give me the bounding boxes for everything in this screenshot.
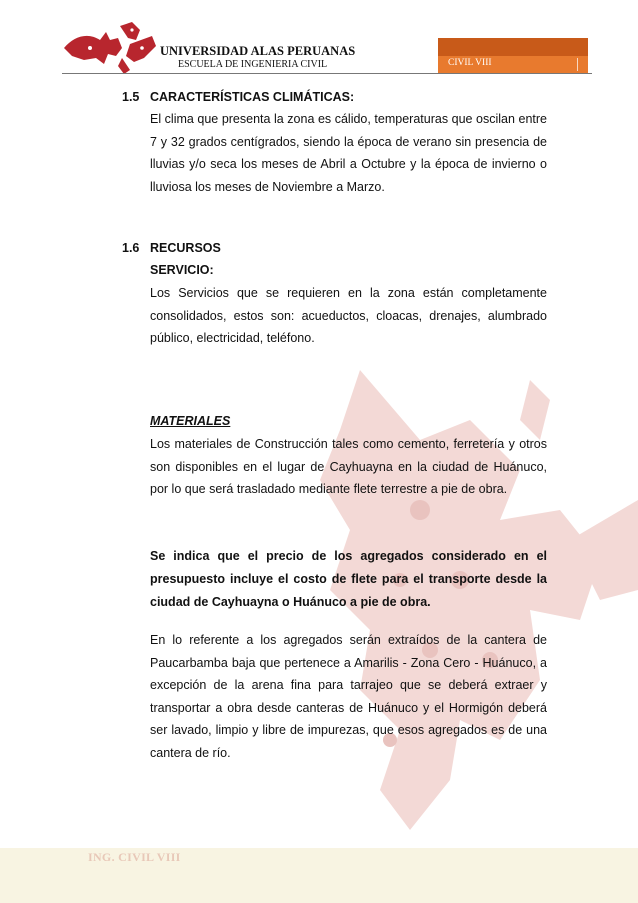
- section-title-climate: CARACTERÍSTICAS CLIMÁTICAS:: [150, 90, 355, 104]
- materiales-paragraph: Los materiales de Construcción tales como cemento, ferretería y otros son disponibles en el lugar de Cayhuayna en la ciudad de Huánuco, por lo que será trasladado mediante flete terrestre a pie de obra.: [150, 437, 547, 497]
- section-title-resources: RECURSOS: [150, 241, 221, 255]
- course-tag: CIVIL VIII: [448, 58, 492, 68]
- climate-paragraph: El clima que presenta la zona es cálido, temperaturas que oscilan entre 7 y 32 grados centígrados, siendo la época de verano sin presencia de lluvias y/o seca los meses de Abril a Octubre y la época de invierno o lluviosa los meses de Noviembre a Marzo.: [150, 112, 547, 194]
- school-name: ESCUELA DE INGENIERIA CIVIL: [178, 59, 328, 70]
- course-tag-box: [438, 56, 588, 73]
- university-bird-emblem-icon: [60, 18, 160, 76]
- section-number-1-5: 1.5: [122, 90, 140, 104]
- header-box-divider: [577, 58, 578, 71]
- footer-text: ING. CIVIL VIII: [88, 850, 181, 864]
- university-name: UNIVERSIDAD ALAS PERUANAS: [160, 44, 356, 58]
- section-number-1-6: 1.6: [122, 241, 140, 255]
- subheading-servicio: SERVICIO:: [150, 263, 214, 277]
- agregados-paragraph: En lo referente a los agregados serán extraídos de la cantera de Paucarbamba baja que pertenece a Amarilis - Zona Cero - Huánuco, a excepción de la arena fina para tarrajeo que se deberá extraer y transportar a obra desde canteras de Huánuco y el Hormigón deberá ser lavado, limpio y libre de impurezas, que esos agregados es de una cantera de río.: [150, 633, 547, 760]
- header-accent-bar: [438, 38, 588, 56]
- servicio-paragraph: Los Servicios que se requieren en la zona están completamente consolidados, estos son: acueductos, cloacas, drenajes, alumbrado público, electricidad, teléfono.: [150, 286, 547, 346]
- subheading-materiales: MATERIALES: [150, 414, 231, 428]
- freight-note-paragraph: Se indica que el precio de los agregados considerado en el presupuesto incluye el costo de flete para el transporte desde la ciudad de Cayhuayna o Huánuco a pie de obra.: [150, 549, 547, 609]
- header-rule: [62, 73, 592, 74]
